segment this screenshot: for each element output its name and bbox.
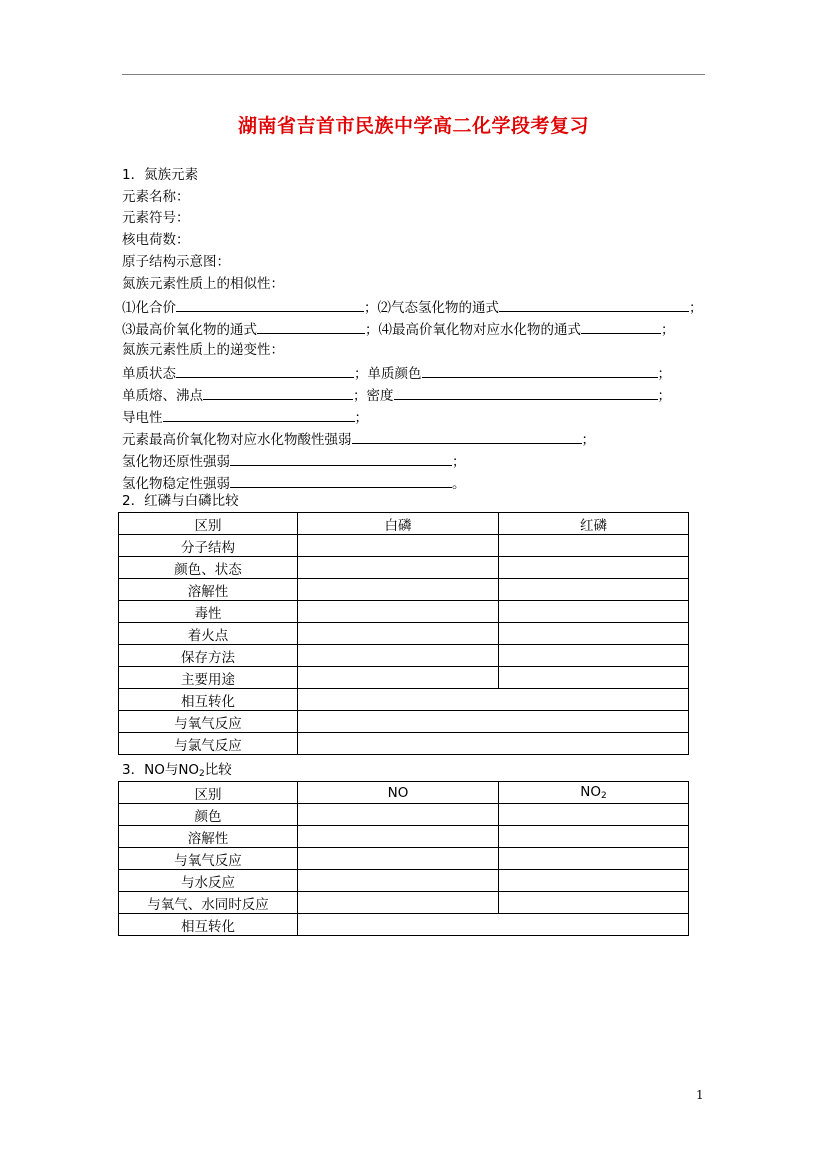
table-row xyxy=(119,623,689,645)
table-row xyxy=(119,667,689,689)
answer-cell[interactable] xyxy=(499,579,689,601)
section-2-heading: 2．红磷与白磷比较 xyxy=(122,493,239,509)
trend-heading: 氮族元素性质上的递变性： xyxy=(122,342,284,358)
page-title: 湖南省吉首市民族中学高二化学段考复习 xyxy=(237,115,589,137)
valence-label: ⑴化合价 xyxy=(122,300,176,316)
nitrogen-oxide-table xyxy=(118,781,689,936)
answer-cell[interactable] xyxy=(298,579,499,601)
table-row xyxy=(119,557,689,579)
state-label: 单质状态 xyxy=(122,366,176,382)
hydrate-formula-blank[interactable] xyxy=(581,317,661,334)
punct: ； xyxy=(661,322,675,338)
row-label: 相互转化 xyxy=(119,689,298,711)
punct: ； xyxy=(354,410,368,426)
answer-cell[interactable] xyxy=(298,892,499,914)
trend-line-5 xyxy=(122,449,466,471)
answer-cell[interactable] xyxy=(298,535,499,557)
density-blank[interactable] xyxy=(394,383,658,400)
row-label: 分子结构 xyxy=(119,535,298,557)
row-label: 与氧气、水同时反应 xyxy=(119,892,298,914)
color-label: 单质颜色 xyxy=(367,366,422,382)
answer-cell[interactable] xyxy=(298,689,689,711)
header-cell: 红磷 xyxy=(499,513,689,535)
field-element-symbol: 元素符号： xyxy=(122,210,190,226)
row-label: 溶解性 xyxy=(119,826,298,848)
valence-blank[interactable] xyxy=(176,295,364,312)
field-element-name: 元素名称： xyxy=(122,189,190,205)
heading-text: 比较 xyxy=(204,762,232,778)
row-label: 与氧气反应 xyxy=(119,711,298,733)
row-label: 保存方法 xyxy=(119,645,298,667)
answer-cell[interactable] xyxy=(298,804,499,826)
melting-point-blank[interactable] xyxy=(203,383,353,400)
answer-cell[interactable] xyxy=(499,848,689,870)
table-row xyxy=(119,689,689,711)
heading-text: 3．NO与NO xyxy=(122,762,200,778)
table-row xyxy=(119,601,689,623)
row-label: 主要用途 xyxy=(119,667,298,689)
table-row xyxy=(119,914,689,936)
header-cell xyxy=(499,782,689,804)
page-number: 1 xyxy=(696,1088,704,1102)
punct: ； xyxy=(689,300,703,316)
conductivity-label: 导电性 xyxy=(122,410,163,426)
punct: ； xyxy=(452,454,466,470)
answer-cell[interactable] xyxy=(298,557,499,579)
answer-cell[interactable] xyxy=(499,645,689,667)
header-cell: 白磷 xyxy=(298,513,499,535)
punct: 。 xyxy=(452,476,466,492)
trend-line-2 xyxy=(122,383,671,405)
row-label: 与水反应 xyxy=(119,870,298,892)
state-blank[interactable] xyxy=(176,361,354,378)
header-rule xyxy=(122,74,705,75)
density-label: 密度 xyxy=(366,388,394,404)
table-row xyxy=(119,826,689,848)
table-header-row xyxy=(119,782,689,804)
row-label: 相互转化 xyxy=(119,914,298,936)
trend-line-4 xyxy=(122,427,595,449)
stability-label: 氢化物稳定性强弱 xyxy=(122,476,230,492)
table-row xyxy=(119,733,689,755)
answer-cell[interactable] xyxy=(298,733,689,755)
row-label: 颜色 xyxy=(119,804,298,826)
similarity-heading: 氮族元素性质上的相似性： xyxy=(122,276,284,292)
subscript: 2 xyxy=(199,769,205,779)
answer-cell[interactable] xyxy=(499,804,689,826)
row-label: 毒性 xyxy=(119,601,298,623)
header-cell: 区别 xyxy=(119,513,298,535)
answer-cell[interactable] xyxy=(499,892,689,914)
table-row xyxy=(119,804,689,826)
table-row xyxy=(119,579,689,601)
row-label: 与氯气反应 xyxy=(119,733,298,755)
answer-cell[interactable] xyxy=(298,914,689,936)
table-row xyxy=(119,848,689,870)
melting-point-label: 单质熔、沸点 xyxy=(122,388,203,404)
section-3-heading xyxy=(122,759,232,781)
answer-cell[interactable] xyxy=(499,601,689,623)
oxide-formula-label: ⑶最高价氧化物的通式 xyxy=(122,322,257,338)
color-blank[interactable] xyxy=(422,361,658,378)
similarity-line-1 xyxy=(122,295,703,317)
field-atomic-structure: 原子结构示意图： xyxy=(122,254,230,270)
acidity-blank[interactable] xyxy=(352,427,582,444)
answer-cell[interactable] xyxy=(499,623,689,645)
punct: ； xyxy=(365,322,379,338)
row-label: 颜色、状态 xyxy=(119,557,298,579)
answer-cell[interactable] xyxy=(298,826,499,848)
header-cell: NO xyxy=(298,782,499,804)
answer-cell[interactable] xyxy=(499,535,689,557)
oxide-formula-blank[interactable] xyxy=(257,317,365,334)
conductivity-blank[interactable] xyxy=(163,405,355,422)
table-row xyxy=(119,870,689,892)
punct: ； xyxy=(657,388,671,404)
stability-blank[interactable] xyxy=(230,471,452,488)
answer-cell[interactable] xyxy=(499,826,689,848)
table-row xyxy=(119,892,689,914)
answer-cell[interactable] xyxy=(298,711,689,733)
field-nuclear-charge: 核电荷数： xyxy=(122,232,190,248)
answer-cell[interactable] xyxy=(298,623,499,645)
answer-cell[interactable] xyxy=(298,645,499,667)
answer-cell[interactable] xyxy=(499,870,689,892)
reducibility-label: 氢化物还原性强弱 xyxy=(122,454,230,470)
subscript: 2 xyxy=(601,791,607,801)
punct: ； xyxy=(353,388,367,404)
row-label: 与氧气反应 xyxy=(119,848,298,870)
answer-cell[interactable] xyxy=(298,667,499,689)
table-row xyxy=(119,711,689,733)
trend-line-1 xyxy=(122,361,671,383)
phosphorus-table xyxy=(118,512,689,755)
similarity-line-2 xyxy=(122,317,675,339)
answer-cell[interactable] xyxy=(298,601,499,623)
answer-cell[interactable] xyxy=(499,557,689,579)
hydride-formula-label: ⑵气态氢化物的通式 xyxy=(377,300,499,316)
acidity-label: 元素最高价氧化物对应水化物酸性强弱 xyxy=(122,432,352,448)
answer-cell[interactable] xyxy=(499,667,689,689)
row-label: 着火点 xyxy=(119,623,298,645)
punct: ； xyxy=(657,366,671,382)
trend-line-3 xyxy=(122,405,368,427)
table-row xyxy=(119,535,689,557)
reducibility-blank[interactable] xyxy=(230,449,452,466)
table-header-row xyxy=(119,513,689,535)
hydrate-formula-label: ⑷最高价氧化物对应水化物的通式 xyxy=(378,322,581,338)
punct: ； xyxy=(354,366,368,382)
hydride-formula-blank[interactable] xyxy=(499,295,689,312)
table-row xyxy=(119,645,689,667)
header-cell: 区别 xyxy=(119,782,298,804)
section-1-heading: 1．氮族元素 xyxy=(122,167,199,183)
punct: ； xyxy=(581,432,595,448)
answer-cell[interactable] xyxy=(298,848,499,870)
answer-cell[interactable] xyxy=(298,870,499,892)
punct: ； xyxy=(364,300,378,316)
row-label: 溶解性 xyxy=(119,579,298,601)
header-text: NO xyxy=(580,784,601,800)
